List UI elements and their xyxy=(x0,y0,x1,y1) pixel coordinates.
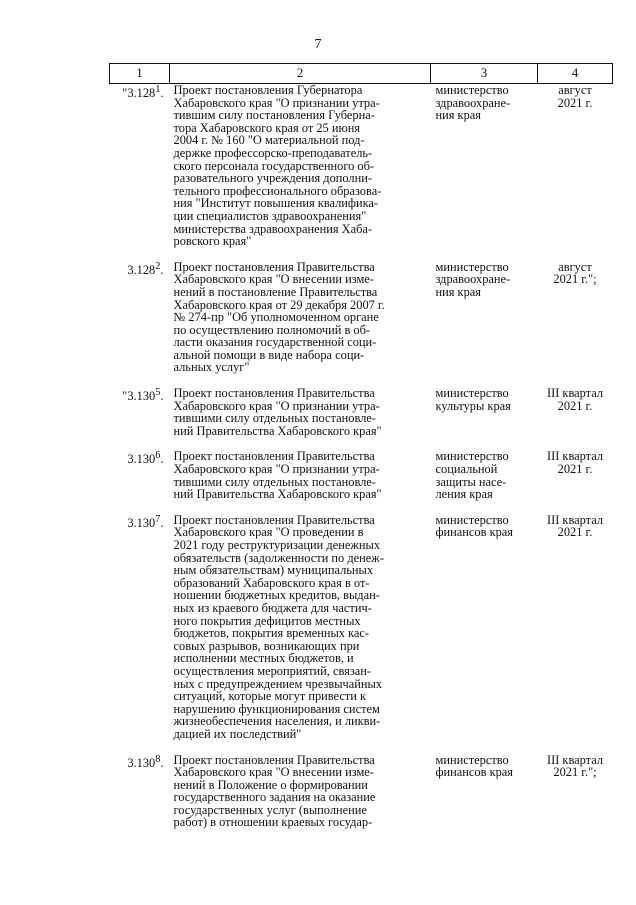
executor-line: финансов края xyxy=(435,765,513,780)
term-line: III квартал xyxy=(546,752,604,767)
document-name-line: осуществления мероприятий, связан- xyxy=(173,663,372,678)
document-name-line: ситуаций, которые могут привести к xyxy=(173,689,367,704)
executor-line: министерство xyxy=(435,386,509,401)
term-line: III квартал xyxy=(546,512,604,527)
document-name-line: Проект постановления Правительства xyxy=(173,512,375,527)
row-number-superscript: 6 xyxy=(155,450,161,462)
row-executor xyxy=(431,514,538,754)
executor-line: социальной xyxy=(435,462,498,477)
row-term xyxy=(538,84,613,261)
term-line: 2021 г. xyxy=(557,525,593,540)
term-line: III квартал xyxy=(546,386,604,401)
row-number-superscript: 5 xyxy=(155,387,161,399)
document-name-line: ным обязательствам) муниципальных xyxy=(173,563,374,578)
row-document-name xyxy=(170,261,431,387)
document-name-line: ний Правительства Хабаровского края" xyxy=(173,487,382,502)
document-name-line: ношении бюджетных кредитов, выдан- xyxy=(173,588,380,603)
document-name-line: Хабаровского края "О внесении изме- xyxy=(173,272,374,287)
table-row xyxy=(110,450,613,513)
document-name-line: альной помощи в виде набора соци- xyxy=(173,347,365,362)
document-name-line: дацией их последствий" xyxy=(173,726,302,741)
row-executor xyxy=(431,450,538,513)
document-name-line: тора Хабаровского края от 25 июня xyxy=(173,120,361,135)
row-document-name xyxy=(170,84,431,261)
row-number-superscript: 7 xyxy=(155,513,161,525)
document-name-line: Проект постановления Правительства xyxy=(173,259,375,274)
term-line: 2021 г."; xyxy=(553,765,597,780)
row-executor xyxy=(431,84,538,261)
document-name-line: ровского края" xyxy=(173,234,252,249)
row-number-superscript: 2 xyxy=(155,260,161,272)
row-term xyxy=(538,450,613,513)
row-number xyxy=(110,84,170,261)
executor-line: культуры края xyxy=(435,398,511,413)
page-number: 7 xyxy=(314,37,322,52)
document-name-line: Проект постановления Правительства xyxy=(173,752,375,767)
document-name-line: нарушению функционирования систем xyxy=(173,701,380,716)
table-row xyxy=(110,84,613,261)
row-number xyxy=(110,387,170,450)
document-name-line: ния "Институт повышения квалифика- xyxy=(173,196,379,211)
row-number xyxy=(110,261,170,387)
executor-line: здравоохране- xyxy=(435,95,511,110)
document-name-line: Хабаровского края "О признании утра- xyxy=(173,462,380,477)
row-number-superscript: 8 xyxy=(155,753,161,765)
executor-line: финансов края xyxy=(435,525,513,540)
header-col-term: 4 xyxy=(538,64,613,84)
table-body xyxy=(110,84,613,843)
document-name-line: ского персонала государственного об- xyxy=(173,158,375,173)
document-name-line: тившими силу отдельных постановле- xyxy=(173,411,376,426)
term-line: 2021 г. xyxy=(557,462,593,477)
document-name-line: нений в Положение о формировании xyxy=(173,777,368,792)
document-name-line: ласти оказания государственной соци- xyxy=(173,335,377,350)
row-executor xyxy=(431,387,538,450)
document-name-line: обязательств (задолженности по денеж- xyxy=(173,550,384,565)
row-document-name xyxy=(170,450,431,513)
executor-line: министерство xyxy=(435,449,509,464)
executor-line: ния края xyxy=(435,284,481,299)
row-executor xyxy=(431,754,538,843)
document-name-line: ции специалистов здравоохранения" xyxy=(173,208,367,223)
row-number-suffix: . xyxy=(160,86,164,101)
document-name-line: № 274-пр "Об уполномоченном органе xyxy=(173,310,379,325)
table-row xyxy=(110,754,613,843)
document-name-line: нений в постановление Правительства xyxy=(173,284,378,299)
header-row xyxy=(110,64,613,84)
document-name-line: Хабаровского края "О признании утра- xyxy=(173,95,380,110)
document-name-line: Хабаровского края "О признании утра- xyxy=(173,398,380,413)
document-name-line: Хабаровского края "О проведении в xyxy=(173,525,364,540)
document-name-line: государственных услуг (выполнение xyxy=(173,802,367,817)
header-col-name: 2 xyxy=(170,64,431,84)
row-number-text: 3.130 xyxy=(127,755,156,770)
executor-line: ления края xyxy=(435,487,493,502)
row-number-suffix: . xyxy=(160,262,164,277)
document-name-line: тившими силу отдельных постановле- xyxy=(173,474,376,489)
header-col-executor: 3 xyxy=(431,64,538,84)
row-number-superscript: 1 xyxy=(155,84,161,95)
term-line: 2021 г."; xyxy=(553,272,597,287)
document-name-line: 2004 г. № 160 "О материальной под- xyxy=(173,133,365,148)
term-line: август xyxy=(558,259,592,274)
term-line: август xyxy=(558,83,592,97)
row-number xyxy=(110,514,170,754)
term-line: 2021 г. xyxy=(557,398,593,413)
term-line: 2021 г. xyxy=(557,95,593,110)
document-name-line: тельного профессионального образова- xyxy=(173,183,382,198)
row-number xyxy=(110,754,170,843)
row-number-text: 3.130 xyxy=(127,452,156,467)
document-name-line: Хабаровского края от 29 декабря 2007 г. xyxy=(173,297,385,312)
executor-line: министерство xyxy=(435,83,509,97)
header-col-number: 1 xyxy=(110,64,170,84)
document-name-line: тившим силу постановления Губерна- xyxy=(173,108,375,123)
row-number-suffix: . xyxy=(160,515,164,530)
executor-line: министерство xyxy=(435,512,509,527)
document-name-line: совых разрывов, возникающих при xyxy=(173,638,360,653)
document-name-line: 2021 году реструктуризации денежных xyxy=(173,538,381,552)
document-name-line: жизнеобеспечения населения, и ликви- xyxy=(173,714,381,729)
row-number-suffix: . xyxy=(160,452,164,467)
row-number-text: "3.130 xyxy=(122,389,156,404)
document-name-line: бюджетов, покрытия временных кас- xyxy=(173,626,370,641)
row-term xyxy=(538,387,613,450)
plan-table xyxy=(109,63,613,842)
executor-line: министерство xyxy=(435,752,509,767)
table-row xyxy=(110,387,613,450)
row-number-text: "3.128 xyxy=(122,86,156,101)
document-name-line: ного покрытия дефицитов местных xyxy=(173,613,361,628)
document-name-line: Проект постановления Правительства xyxy=(173,386,375,401)
row-document-name xyxy=(170,514,431,754)
document-name-line: разовательного учреждения дополни- xyxy=(173,171,372,186)
executor-line: министерство xyxy=(435,259,509,274)
row-document-name xyxy=(170,387,431,450)
row-term xyxy=(538,514,613,754)
document-name-line: исполнении местных бюджетов, и xyxy=(173,651,354,666)
document-name-line: образований Хабаровского края в от- xyxy=(173,575,370,590)
table-row xyxy=(110,514,613,754)
executor-line: ния края xyxy=(435,108,481,123)
document-name-line: Проект постановления Губернатора xyxy=(173,83,363,97)
document-name-line: Проект постановления Правительства xyxy=(173,449,375,464)
document-name-line: ний Правительства Хабаровского края" xyxy=(173,423,382,438)
document-name-line: ных из краевого бюджета для частич- xyxy=(173,600,372,615)
document-name-line: держке профессорско-преподаватель- xyxy=(173,145,373,160)
document-name-line: работ) в отношении краевых государ- xyxy=(173,815,373,830)
row-number xyxy=(110,450,170,513)
executor-line: защиты насе- xyxy=(435,474,507,489)
row-document-name xyxy=(170,754,431,843)
row-term xyxy=(538,261,613,387)
table-row xyxy=(110,261,613,387)
table-header xyxy=(110,64,613,84)
document-name-line: государственного задания на оказание xyxy=(173,790,376,805)
document-name-line: министерства здравоохранения Хаба- xyxy=(173,221,373,236)
document-name-line: ных с предупреждением чрезвычайных xyxy=(173,676,383,691)
row-executor xyxy=(431,261,538,387)
row-number-text: 3.128 xyxy=(127,262,156,277)
document-name-line: Хабаровского края "О внесении изме- xyxy=(173,765,374,780)
row-number-suffix: . xyxy=(160,389,164,404)
row-number-text: 3.130 xyxy=(127,515,156,530)
document-name-line: по осуществлению полномочий в об- xyxy=(173,322,371,337)
document-name-line: альных услуг" xyxy=(173,360,250,375)
executor-line: здравоохране- xyxy=(435,272,511,287)
row-number-suffix: . xyxy=(160,755,164,770)
term-line: III квартал xyxy=(546,449,604,464)
row-term xyxy=(538,754,613,843)
